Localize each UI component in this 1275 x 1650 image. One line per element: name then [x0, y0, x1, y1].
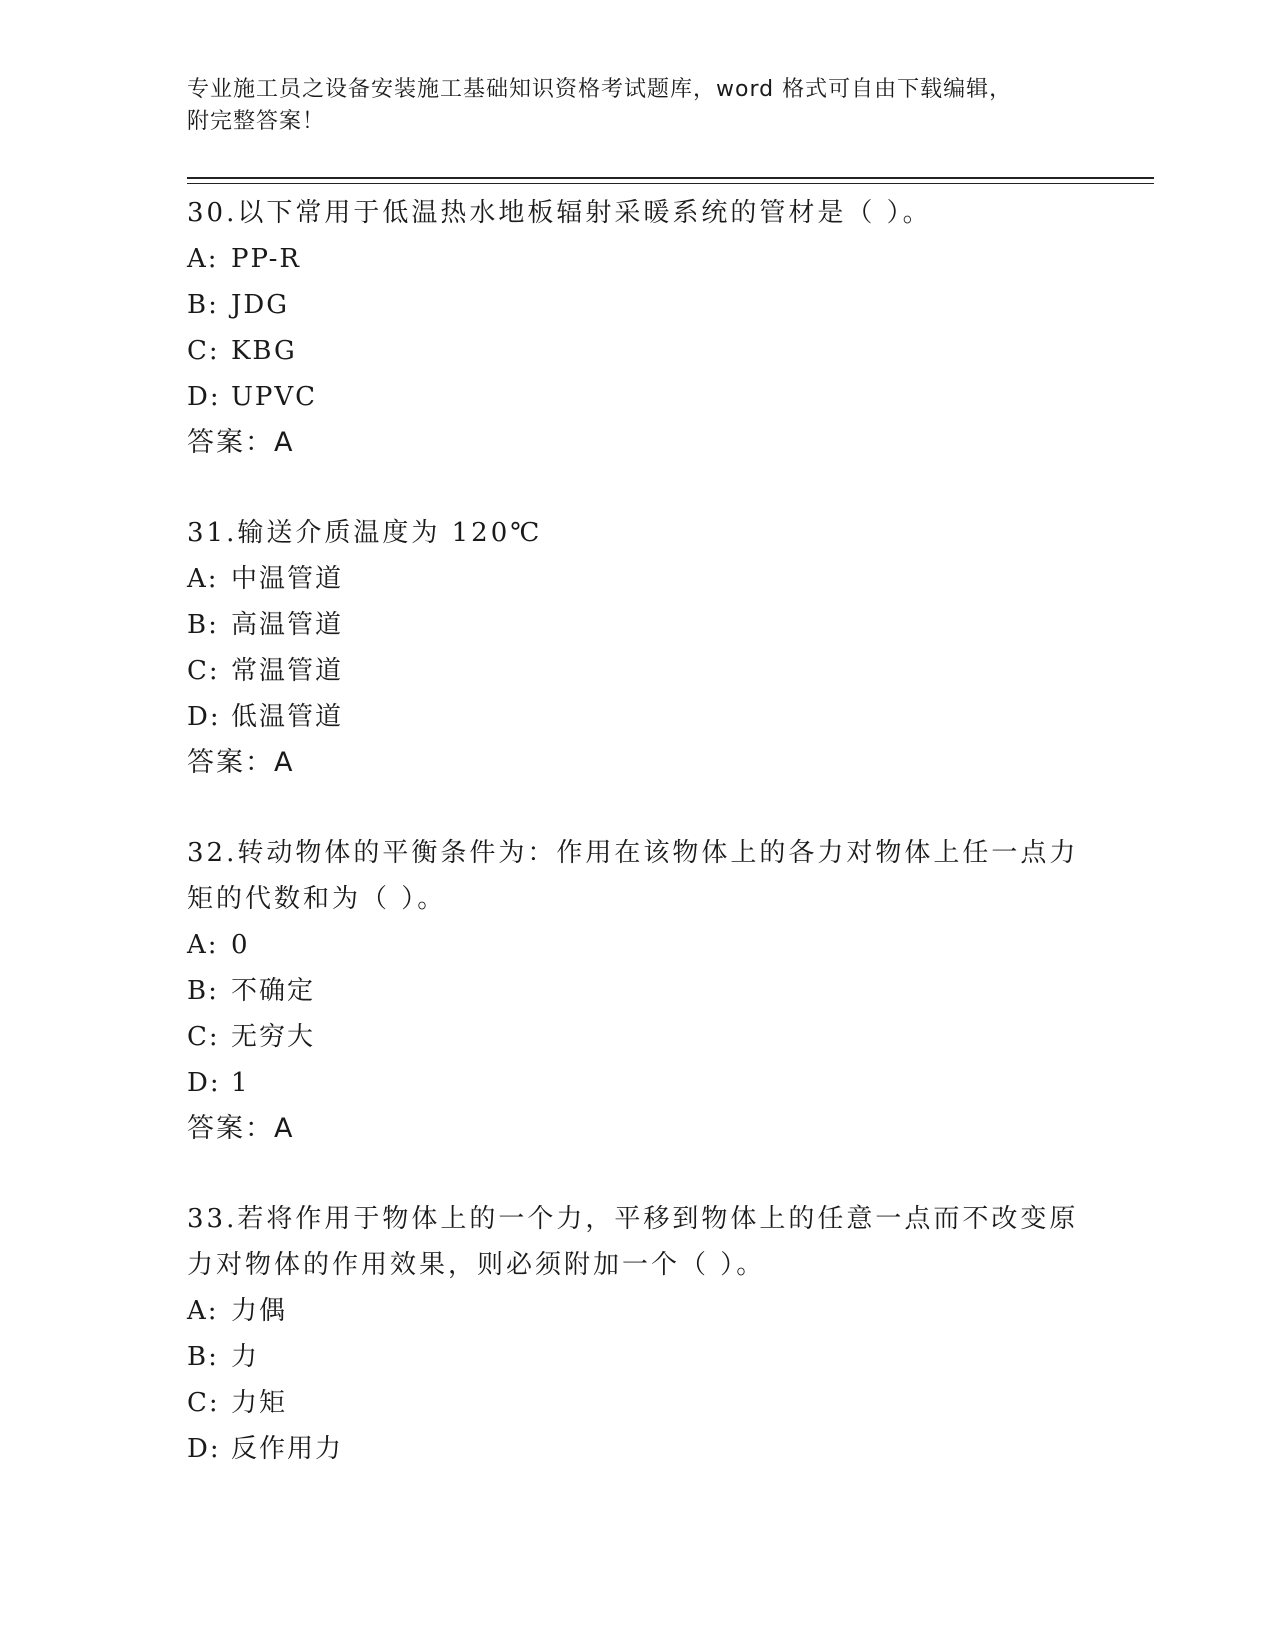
option-b	[187, 968, 1087, 1014]
option-letter: D:	[187, 1434, 221, 1464]
question-31	[187, 510, 1087, 786]
document-header	[187, 74, 1067, 138]
option-b	[187, 602, 1087, 648]
option-d	[187, 1060, 1087, 1106]
option-d	[187, 1426, 1087, 1472]
option-letter: A:	[187, 1296, 219, 1326]
answer-line: 答案：A	[187, 427, 295, 458]
option-text: JDG	[231, 290, 290, 320]
option-letter: C:	[187, 336, 220, 366]
option-a	[187, 236, 1087, 282]
option-letter: A:	[187, 244, 219, 274]
option-letter: D:	[187, 382, 221, 412]
option-letter: C:	[187, 1022, 220, 1052]
option-letter: A:	[187, 564, 219, 594]
option-d	[187, 374, 1087, 420]
header-line-2: 附完整答案！	[187, 109, 326, 134]
question-stem-line-1: 33.若将作用于物体上的一个力，平移到物体上的任意一点而不改变原	[187, 1204, 1079, 1234]
option-c	[187, 1014, 1087, 1060]
question-stem-line-2: 矩的代数和为（ ）。	[187, 884, 447, 914]
answer-line: 答案：A	[187, 1113, 295, 1144]
option-b	[187, 282, 1087, 328]
option-letter: D:	[187, 702, 221, 732]
option-text: 0	[231, 930, 250, 960]
option-text: 不确定	[231, 976, 316, 1006]
option-letter: B:	[187, 610, 219, 640]
question-stem-line-1: 32.转动物体的平衡条件为：作用在该物体上的各力对物体上任一点力	[187, 838, 1079, 868]
header-divider-thick	[187, 177, 1154, 179]
option-text: 力偶	[231, 1296, 288, 1326]
option-letter: B:	[187, 1342, 219, 1372]
header-divider-thin	[187, 183, 1154, 184]
question-32	[187, 830, 1087, 1152]
question-30	[187, 190, 1087, 466]
question-33	[187, 1196, 1087, 1472]
option-text: 低温管道	[231, 702, 344, 732]
question-stem: 30.以下常用于低温热水地板辐射采暖系统的管材是（ ）。	[187, 198, 932, 228]
question-list	[187, 190, 1087, 1516]
question-stem-line-2: 力对物体的作用效果，则必须附加一个（ ）。	[187, 1250, 766, 1280]
option-text: 反作用力	[231, 1434, 344, 1464]
option-c	[187, 328, 1087, 374]
option-letter: A:	[187, 930, 219, 960]
question-stem: 31.输送介质温度为 120℃	[187, 518, 543, 548]
option-text: UPVC	[231, 382, 318, 412]
option-a	[187, 556, 1087, 602]
header-line-1: 专业施工员之设备安装施工基础知识资格考试题库，word 格式可自由下载编辑，	[187, 77, 1013, 102]
option-letter: B:	[187, 976, 219, 1006]
option-text: 1	[231, 1068, 250, 1098]
option-text: 力矩	[231, 1388, 288, 1418]
option-text: 常温管道	[231, 656, 344, 686]
answer-line: 答案：A	[187, 747, 295, 778]
option-text: 无穷大	[231, 1022, 316, 1052]
option-a	[187, 922, 1087, 968]
option-c	[187, 1380, 1087, 1426]
option-text: 高温管道	[231, 610, 344, 640]
option-letter: B:	[187, 290, 219, 320]
option-a	[187, 1288, 1087, 1334]
option-d	[187, 694, 1087, 740]
option-text: PP-R	[231, 244, 301, 274]
option-text: 中温管道	[231, 564, 344, 594]
option-letter: D:	[187, 1068, 221, 1098]
option-text: 力	[231, 1342, 260, 1372]
option-b	[187, 1334, 1087, 1380]
option-text: KBG	[231, 336, 297, 366]
option-letter: C:	[187, 656, 220, 686]
option-letter: C:	[187, 1388, 220, 1418]
option-c	[187, 648, 1087, 694]
